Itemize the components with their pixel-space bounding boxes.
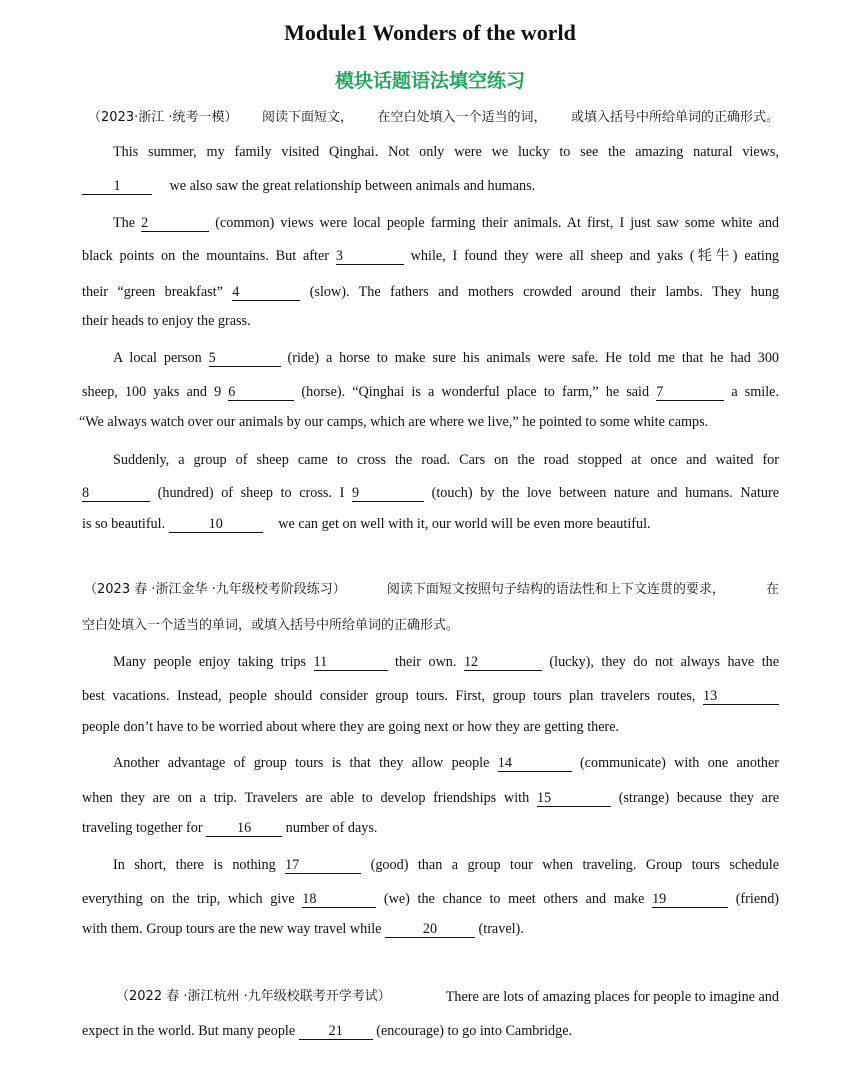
passage-text-line [82,1022,779,1040]
passage-text-line [82,819,779,837]
passage-text-line [113,653,779,671]
passage-text-line [113,754,779,772]
passage-text: black points on the mountains. But after [82,248,329,264]
passage-text: In short, there is nothing [113,857,276,873]
passage-text: traveling together for [82,820,203,836]
passage-text: (we) the chance to meet others and make [383,891,645,907]
passage-text: The [113,215,136,231]
passage-text: is so beautiful. [82,516,166,532]
answer-blank[interactable]: 20 [385,922,475,938]
passage-text: sheep, 100 yaks and 9 [82,384,222,400]
answer-blank[interactable]: 2 [141,216,209,232]
answer-blank[interactable]: 16 [206,821,282,837]
passage-text-line [82,283,779,301]
answer-blank[interactable]: 7 [656,385,724,401]
passage-text: (strange) because they are [618,790,779,806]
passage-text: their own. [395,654,457,670]
passage-text: when they are on a trip. Travelers are able to develop friendships with [82,790,530,806]
answer-blank[interactable]: 3 [336,249,404,265]
passage-source: （2023 春 ·浙江金华 ·九年级校考阶段练习） [84,582,346,597]
passage-text-line [82,247,779,265]
passage-text-line [113,349,779,367]
answer-blank[interactable]: 17 [285,858,361,874]
passage-text: There are lots of amazing places for people to imagine and [445,989,779,1005]
passage-text-line [82,177,779,195]
answer-blank[interactable]: 15 [537,791,611,807]
passage-text-line: Suddenly, a group of sheep came to cross the road. Cars on the road stopped at once and waited for [113,452,779,468]
passage-text: (communicate) with one another [580,755,780,771]
passage-text-line [116,988,779,1006]
passage-text: a smile. [731,384,780,400]
passage-text: (travel). [478,921,524,937]
passage-text: (ride) a horse to make sure his animals were safe. He told me that he had 300 [287,350,780,366]
passage-text: (encourage) to go into Cambridge. [376,1023,573,1039]
passage-text: their “green breakfast” [82,284,223,300]
passage-instructions: 或填入括号中所给单词的正确形式。 [570,110,779,125]
passage-text: (hundred) of sheep to cross. I [157,485,345,501]
passage-instructions: 在 [765,582,779,597]
passage-text-line [113,214,779,232]
answer-blank[interactable]: 8 [82,486,150,502]
passage-text-line: their heads to enjoy the grass. [82,313,251,329]
passage-text: with them. Group tours are the new way travel while [82,921,382,937]
passage-text-line [82,515,779,533]
passage-text-line [82,920,779,938]
answer-blank[interactable]: 19 [652,892,728,908]
passage-source: （2023·浙江 ·统考一模） [88,110,238,125]
passage-text: we also saw the great relationship between animals and humans. [169,178,536,194]
answer-blank[interactable]: 13 [703,689,779,705]
passage-text: (slow). The fathers and mothers crowded around their lambs. They hung [309,284,780,300]
passage-text: (friend) [735,891,780,907]
passage-text: A local person [113,350,202,366]
answer-blank[interactable]: 6 [228,385,294,401]
passage-text-line: people don’t have to be worried about where they are going next or how they are getting there. [82,719,620,735]
passage-text: (touch) by the love between nature and humans. Nature [431,485,780,501]
passage-text-line [82,789,779,807]
passage-text-line [113,856,779,874]
passage-instructions: 在空白处填入一个适当的词， [377,110,547,125]
answer-blank[interactable]: 5 [209,351,281,367]
passage-instructions: 阅读下面短文， [261,110,353,125]
passage-text-line: This summer, my family visited Qinghai. Not only were we lucky to see the amazing natural views, [113,144,779,160]
passage-text: (lucky), they do not always have the [549,654,780,670]
answer-blank[interactable]: 21 [299,1024,373,1040]
passage-instructions: 阅读下面短文按照句子结构的语法性和上下文连贯的要求， [386,582,725,597]
passage-text: number of days. [285,820,378,836]
page-title: Module1 Wonders of the world [284,20,576,45]
passage-instructions: 空白处填入一个适当的单词，或填入括号中所给单词的正确形式。 [82,618,460,633]
passage-text: (horse). “Qinghai is a wonderful place to farm,” he said [301,384,650,400]
answer-blank[interactable]: 4 [232,285,300,301]
passage-text-line [82,383,779,401]
passage-text: everything on the trip, which give [82,891,295,907]
passage-text-line [82,687,779,705]
answer-blank[interactable]: 12 [464,655,542,671]
passage-text-line: “We always watch over our animals by our camps, which are where we live,” he pointed to some white camps. [79,414,709,430]
answer-blank[interactable]: 10 [169,517,263,533]
page-subtitle: 模块话题语法填空练习 [334,70,525,92]
passage-text: expect in the world. But many people [82,1023,296,1039]
passage-text: Many people enjoy taking trips [113,654,307,670]
passage-text-line [82,484,779,502]
passage-text: we can get on well with it, our world will be even more beautiful. [278,516,651,532]
passage-text: (good) than a group tour when traveling. Group tours schedule [370,857,780,873]
passage-text: (common) views were local people farming their animals. At first, I just saw some white and [215,215,780,231]
answer-blank[interactable]: 14 [498,756,572,772]
passage-source: （2022 春 ·浙江杭州 ·九年级校联考开学考试） [116,989,391,1004]
passage-text: best vacations. Instead, people should consider group tours. First, group tours plan travelers routes, [82,688,696,704]
answer-blank[interactable]: 11 [314,655,388,671]
answer-blank[interactable]: 9 [352,486,424,502]
answer-blank[interactable]: 1 [82,179,152,195]
passage-text: Another advantage of group tours is that they allow people [113,755,490,771]
passage-1-header [88,109,779,127]
answer-blank[interactable]: 18 [302,892,376,908]
passage-text-line [82,890,779,908]
passage-text: while, I found they were all sheep and yaks (牦牛) eating [410,248,780,264]
passage-2-header [84,581,779,599]
